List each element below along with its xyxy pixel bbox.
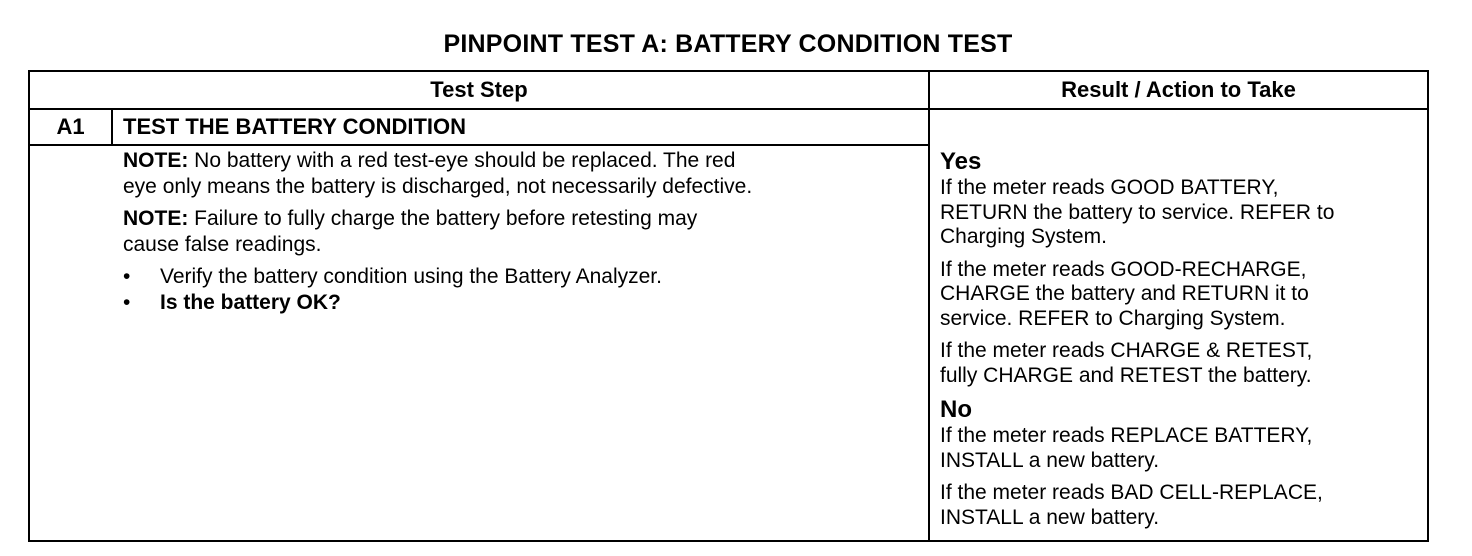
result-no-label: No (940, 396, 972, 423)
header-result-action: Result / Action to Take (1061, 77, 1296, 102)
bullet-icon: • (123, 291, 131, 314)
pinpoint-test-table (28, 70, 1429, 542)
result-line: RETURN the battery to service. REFER to (940, 200, 1335, 224)
note-red-eye (123, 148, 913, 200)
header-test-step: Test Step (430, 77, 528, 102)
bullet-item-question (123, 290, 913, 316)
result-column (940, 146, 1424, 538)
result-line: service. REFER to Charging System. (940, 306, 1286, 330)
column-divider (928, 72, 930, 540)
note-text: Failure to fully charge the battery before retesting may (188, 207, 698, 230)
note-label: NOTE: (123, 207, 189, 230)
bullet-item-verify (123, 264, 913, 290)
note-charge (123, 206, 913, 258)
result-yes-charge-retest (940, 339, 1424, 388)
result-line: If the meter reads REPLACE BATTERY, (940, 424, 1313, 447)
bullet-icon: • (123, 265, 131, 288)
result-no-replace-battery (940, 424, 1424, 473)
step-title: TEST THE BATTERY CONDITION (123, 114, 467, 139)
result-yes-good-battery (940, 176, 1424, 250)
result-line: If the meter reads GOOD BATTERY, (940, 176, 1279, 199)
result-line: If the meter reads CHARGE & RETEST, (940, 339, 1313, 362)
bullet-text: Verify the battery condition using the Battery Analyzer. (160, 265, 662, 288)
step-title-divider (30, 144, 928, 146)
note-text: eye only means the battery is discharged, not necessarily defective. (123, 175, 753, 198)
step-body (123, 148, 913, 316)
note-text: No battery with a red test-eye should be replaced. The red (188, 149, 736, 172)
result-line: Charging System. (940, 225, 1107, 248)
note-text: cause false readings. (123, 233, 322, 256)
result-line: fully CHARGE and RETEST the battery. (940, 363, 1312, 387)
result-line: CHARGE the battery and RETURN it to (940, 282, 1309, 305)
step-id: A1 (56, 114, 85, 139)
result-yes-label: Yes (940, 148, 982, 175)
note-label: NOTE: (123, 149, 189, 172)
result-line: If the meter reads GOOD-RECHARGE, (940, 257, 1307, 281)
result-no-bad-cell (940, 481, 1424, 530)
result-line: INSTALL a new battery. (940, 505, 1160, 529)
result-line: If the meter reads BAD CELL-REPLACE, (940, 481, 1323, 504)
step-id-divider (111, 108, 113, 146)
page-title: PINPOINT TEST A: BATTERY CONDITION TEST (443, 30, 1013, 58)
bullet-question-text: Is the battery OK? (160, 291, 341, 314)
result-yes-good-recharge (940, 258, 1424, 332)
step-bullet-list (123, 264, 913, 316)
result-line: INSTALL a new battery. (940, 448, 1160, 472)
